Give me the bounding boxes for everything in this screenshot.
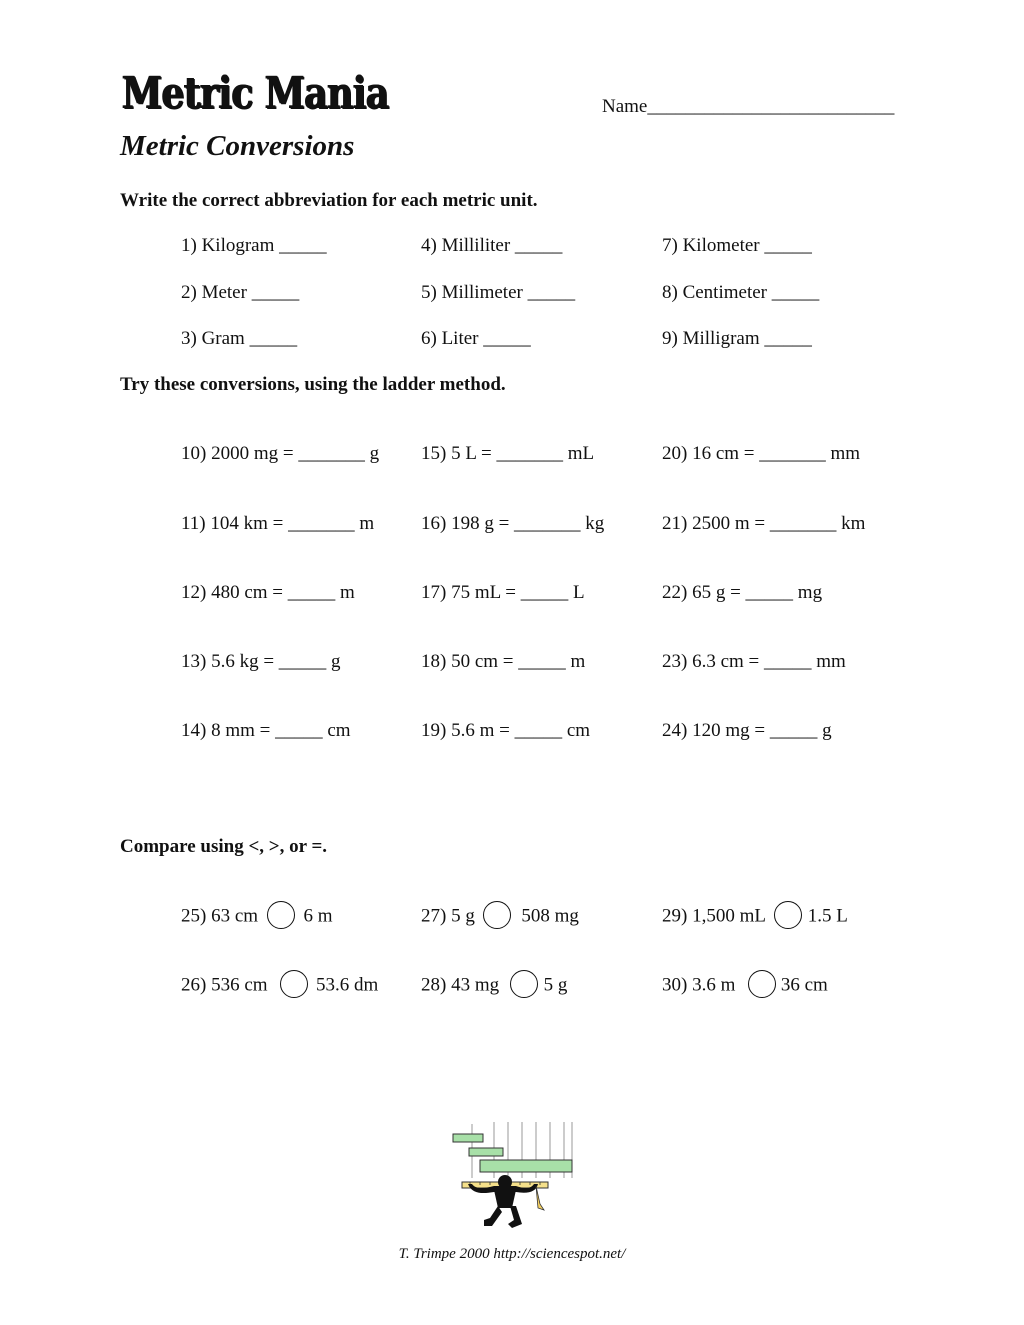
compare-left: 28) 43 mg [421, 974, 500, 996]
question-item: 22) 65 g = _____ mg [662, 582, 823, 603]
question-item: 15) 5 L = _______ mL [421, 443, 595, 464]
compare-left: 30) 3.6 m [662, 974, 736, 996]
compare-right: 6 m [303, 905, 333, 927]
answer-circle[interactable] [510, 970, 538, 998]
answer-circle[interactable] [774, 901, 802, 929]
page-title: Metric Conversions [120, 130, 355, 162]
name-field-label: Name__________________________ [602, 96, 895, 117]
question-item: 20) 16 cm = _______ mm [662, 443, 861, 464]
answer-circle[interactable] [267, 901, 295, 929]
question-item: 13) 5.6 kg = _____ g [181, 651, 341, 672]
question-item: 2) Meter _____ [181, 282, 300, 303]
question-item: 21) 2500 m = _______ km [662, 513, 866, 534]
compare-left: 26) 536 cm [181, 974, 268, 996]
question-item: 14) 8 mm = _____ cm [181, 720, 351, 741]
answer-circle[interactable] [748, 970, 776, 998]
question-item: 7) Kilometer _____ [662, 235, 812, 256]
question-item: 11) 104 km = _______ m [181, 513, 375, 534]
question-item: 16) 198 g = _______ kg [421, 513, 605, 534]
compare-item [662, 905, 848, 929]
section-heading-compare: Compare using <, >, or =. [120, 836, 328, 857]
question-item: 3) Gram _____ [181, 328, 298, 349]
question-item: 4) Milliliter _____ [421, 235, 563, 256]
section-heading-abbreviations: Write the correct abbreviation for each metric unit. [120, 190, 538, 211]
question-item: 19) 5.6 m = _____ cm [421, 720, 591, 741]
compare-right: 53.6 dm [316, 974, 379, 996]
answer-circle[interactable] [280, 970, 308, 998]
compare-item [181, 905, 333, 929]
question-item: 6) Liter _____ [421, 328, 531, 349]
question-item: 8) Centimeter _____ [662, 282, 820, 303]
question-item: 24) 120 mg = _____ g [662, 720, 832, 741]
question-item: 5) Millimeter _____ [421, 282, 576, 303]
question-item: 23) 6.3 cm = _____ mm [662, 651, 846, 672]
question-item: 9) Milligram _____ [662, 328, 812, 349]
compare-item [181, 974, 378, 998]
question-item: 17) 75 mL = _____ L [421, 582, 585, 603]
answer-circle[interactable] [483, 901, 511, 929]
footer-credit: T. Trimpe 2000 http://sciencespot.net/ [398, 1246, 626, 1262]
section-heading-conversions: Try these conversions, using the ladder method. [120, 374, 506, 395]
question-item: 1) Kilogram _____ [181, 235, 327, 256]
compare-left: 25) 63 cm [181, 905, 259, 927]
logo-metric-mania: Metric Mania [122, 68, 389, 119]
compare-right: 36 cm [780, 974, 828, 996]
compare-left: 27) 5 g [421, 905, 475, 927]
compare-item [662, 974, 828, 998]
person-lifting-rulers-icon [450, 1120, 580, 1232]
compare-right: 5 g [543, 974, 568, 996]
compare-left: 29) 1,500 mL [662, 905, 766, 927]
compare-right: 1.5 L [807, 905, 848, 927]
compare-item [421, 974, 567, 998]
question-item: 12) 480 cm = _____ m [181, 582, 355, 603]
compare-right: 508 mg [521, 905, 579, 927]
question-item: 10) 2000 mg = _______ g [181, 443, 380, 464]
compare-item [421, 905, 579, 929]
question-item: 18) 50 cm = _____ m [421, 651, 586, 672]
